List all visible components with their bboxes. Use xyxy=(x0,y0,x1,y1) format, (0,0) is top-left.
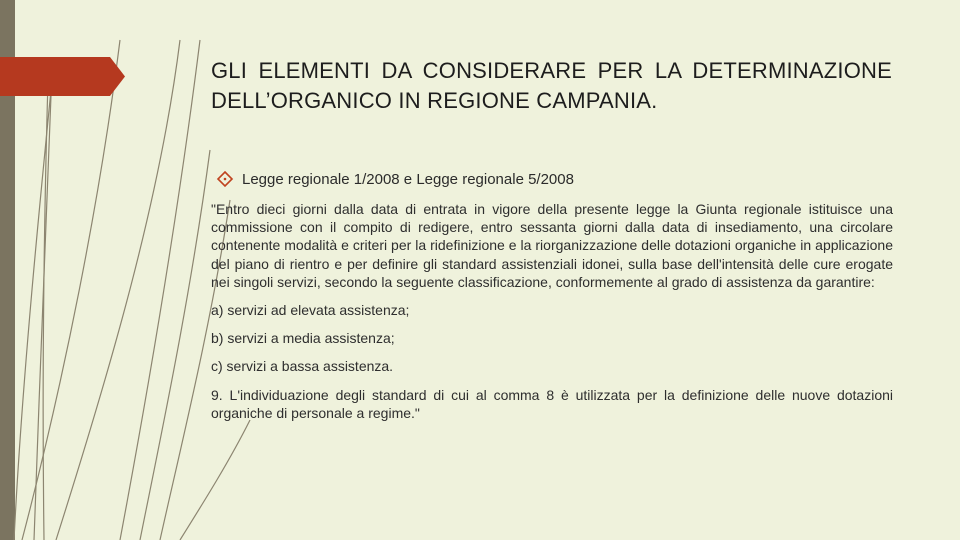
bullet-item xyxy=(216,170,896,188)
slide-title: GLI ELEMENTI DA CONSIDERARE PER LA DETERMINAZIONE DELL’ORGANICO IN REGIONE CAMPANIA. xyxy=(211,58,892,113)
accent-bar xyxy=(0,57,125,96)
quote-end: 9. L'individuazione degli standard di cui al comma 8 è utilizzata per la definizione delle nuove dotazioni organiche di personale a regime." xyxy=(211,386,893,421)
quote-body xyxy=(211,200,893,422)
list-item: b) servizi a media assistenza; xyxy=(211,330,395,347)
bullet-text: Legge regionale 1/2008 e Legge regionale 5/2008 xyxy=(242,170,574,188)
list-item: c) servizi a bassa assistenza. xyxy=(211,358,394,375)
quote-intro: "Entro dieci giorni dalla data di entrata in vigore della presente legge la Giunta regionale istituisce una commissione con il compito di redigere, entro sessanta giorni dalla data di insediamento, una circolare contenente modalità e criteri per la ridefinizione e la riorganizzazione delle dotazioni organiche in applicazione del piano di rientro e per definire gli standard assistenziali idonei, sulla base dell'intensità delle cure erogate nei singoli servizi, secondo la seguente classificazione, conformemente al grado di assistenza da garantire: xyxy=(211,201,893,290)
list-item: a) servizi ad elevata assistenza; xyxy=(211,302,410,319)
diamond-outline-icon xyxy=(216,170,234,188)
